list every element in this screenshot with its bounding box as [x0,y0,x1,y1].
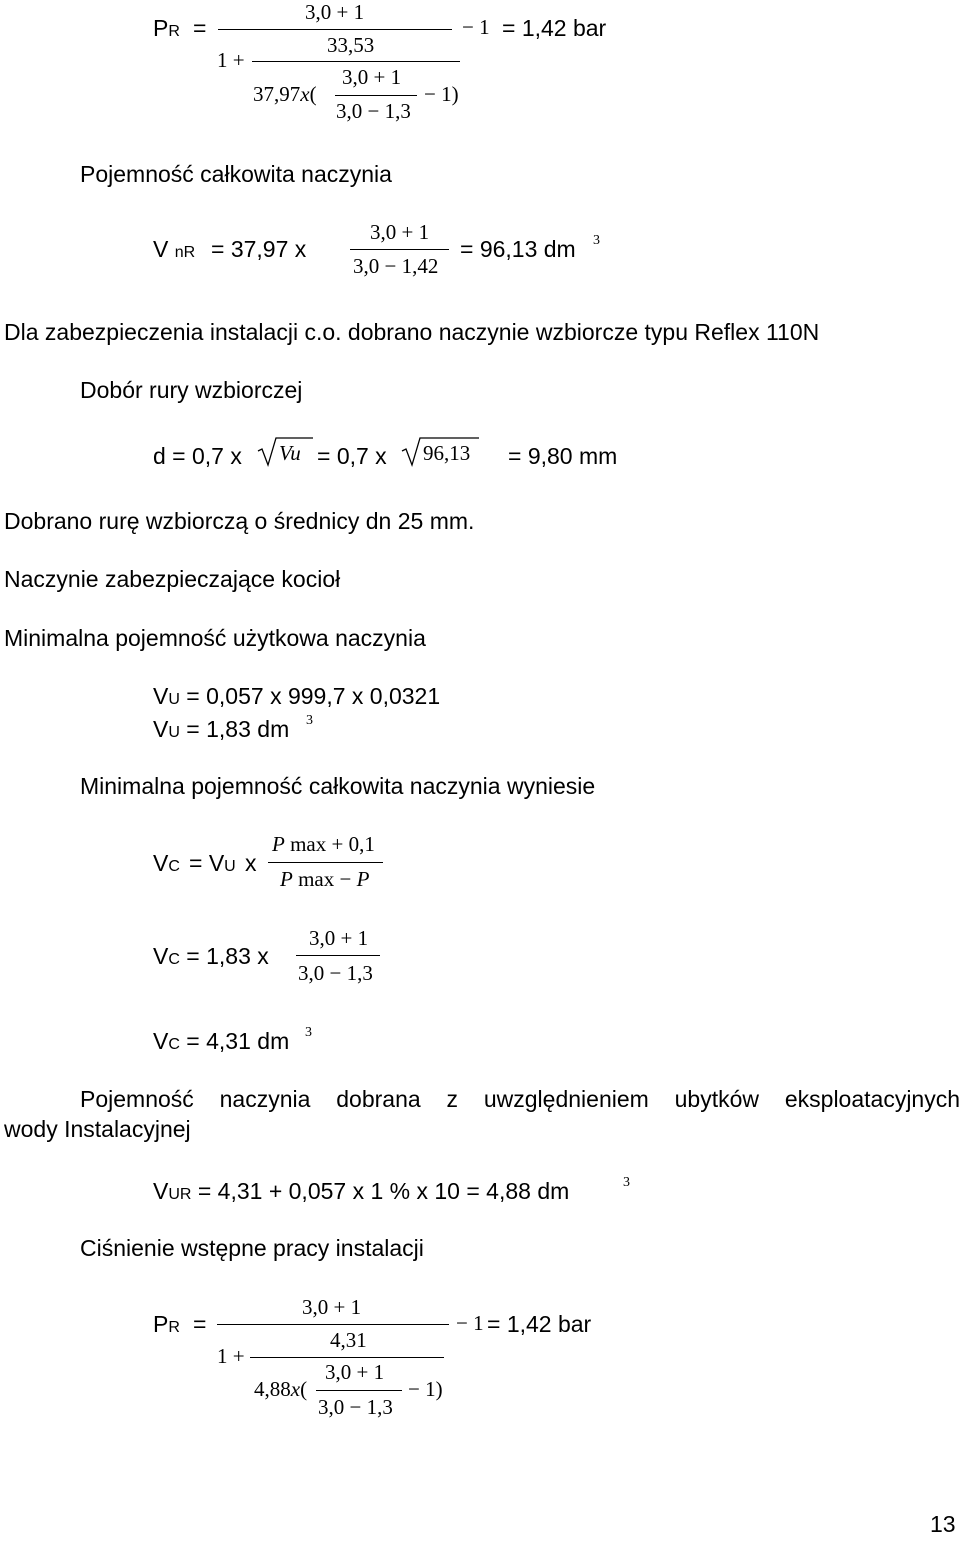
formula-vu-expression: VU = 0,057 x 999,7 x 0,0321 [153,683,441,709]
numerator: 3,0 + 1 [309,926,369,950]
main-fraction-bar [218,29,452,30]
one-plus: 1 + [217,48,245,72]
paragraph-pipe-chosen: Dobrano rurę wzbiorczą o średnicy dn 25 mm. [4,508,475,534]
numerator: 3,0 + 1 [370,220,430,244]
var-v: V [153,236,169,262]
fraction-bar [296,955,380,956]
nested-denominator: 3,0 − 1,3 [318,1395,393,1419]
result-value: = 9,80 mm [508,443,618,469]
result-value: = 1,42 bar [487,1311,592,1337]
result-value: = 1,42 bar [502,15,607,41]
var-p: P [356,867,370,891]
minus-one: − 1 [456,1311,484,1335]
var-p: P [153,15,169,41]
inner-fraction-bar [250,1357,444,1358]
subscript-r: R [168,23,180,40]
nested-denominator: 3,0 − 1,3 [336,99,411,123]
page-number: 13 [930,1511,956,1537]
paragraph-boiler-vessel: Naczynie zabezpieczające kocioł [4,566,341,592]
denominator: 3,0 − 1,42 [353,254,439,278]
radicand-value: 96,13 [423,441,471,465]
heading-pipe: Dobór rury wzbiorczej [80,377,303,403]
denominator: 3,0 − 1,3 [298,961,373,985]
result-value: = 96,13 dm [460,236,576,262]
coefficient: 37,97 [253,82,301,106]
inner-numerator: 4,31 [330,1328,367,1352]
fraction-bar [268,862,383,863]
one-plus: 1 + [217,1344,245,1368]
open-paren: ( [300,1377,308,1401]
times-x: x [245,850,257,876]
nested-fraction-bar [316,1390,402,1391]
exponent: 3 [306,713,313,728]
subscript-c: C [168,858,180,875]
main-fraction-bar [217,1324,449,1325]
subscript-r: R [168,1319,180,1336]
exponent: 3 [593,233,600,248]
var-p: P [153,1311,169,1337]
middle-term: = 0,7 x [317,443,387,469]
var-x: x [290,1377,301,1401]
main-numerator: 3,0 + 1 [302,1295,362,1319]
formula-vur: VUR = 4,31 + 0,057 x 1 % x 10 = 4,88 dm [153,1178,570,1204]
paragraph-min-usable: Minimalna pojemność użytkowa naczynia [4,625,426,651]
inner-numerator: 33,53 [327,33,375,57]
minus-one: − 1 [462,15,490,39]
heading-pressure: Ciśnienie wstępne pracy instalacji [80,1235,424,1261]
main-numerator: 3,0 + 1 [305,0,365,24]
paragraph-allowance-line2: wody Instalacyjnej [4,1116,191,1142]
denominator-mid: max − [298,867,352,891]
paragraph-allowance-line1: Pojemność naczynia dobrana z uwzględnieniem ubytków eksploatacyjnych [80,1086,960,1112]
coefficient: 4,88 [254,1377,291,1401]
formula-vu-result: VU = 1,83 dm [153,716,290,742]
var-x: x [300,82,310,106]
radicand-vu: Vu [279,441,301,465]
subscript-nr: nR [174,244,196,261]
minus-one-close: − 1) [408,1377,443,1401]
minus-one-close: − 1) [424,82,459,106]
exponent: 3 [305,1025,312,1040]
nested-numerator: 3,0 + 1 [342,65,402,89]
nested-fraction-bar [335,95,417,96]
exponent: 3 [623,1175,630,1190]
formula-vc-result: VC = 4,31 dm [153,1028,290,1054]
nested-numerator: 3,0 + 1 [325,1360,385,1384]
equals-v: = V [189,850,225,876]
equals-coefficient: = 37,97 x [211,236,307,262]
var-v: V [153,850,169,876]
var-p: P [272,832,285,856]
paragraph-reflex: Dla zabezpieczenia instalacji c.o. dobrano naczynie wzbiorcze typu Reflex 110N [4,319,820,345]
inner-fraction-bar [252,61,460,62]
subscript-u: U [224,858,236,875]
open-paren: ( [309,82,317,106]
fraction-bar [350,249,449,250]
numerator-rest: max + 0,1 [290,832,375,856]
paragraph-min-total: Minimalna pojemność całkowita naczynia wyniesie [80,773,596,799]
heading-total-volume: Pojemność całkowita naczynia [80,161,392,187]
equals-sign: = [193,15,207,41]
prefix: d = 0,7 x [153,443,242,469]
equals-sign: = [193,1311,207,1337]
var-p: P [280,867,293,891]
